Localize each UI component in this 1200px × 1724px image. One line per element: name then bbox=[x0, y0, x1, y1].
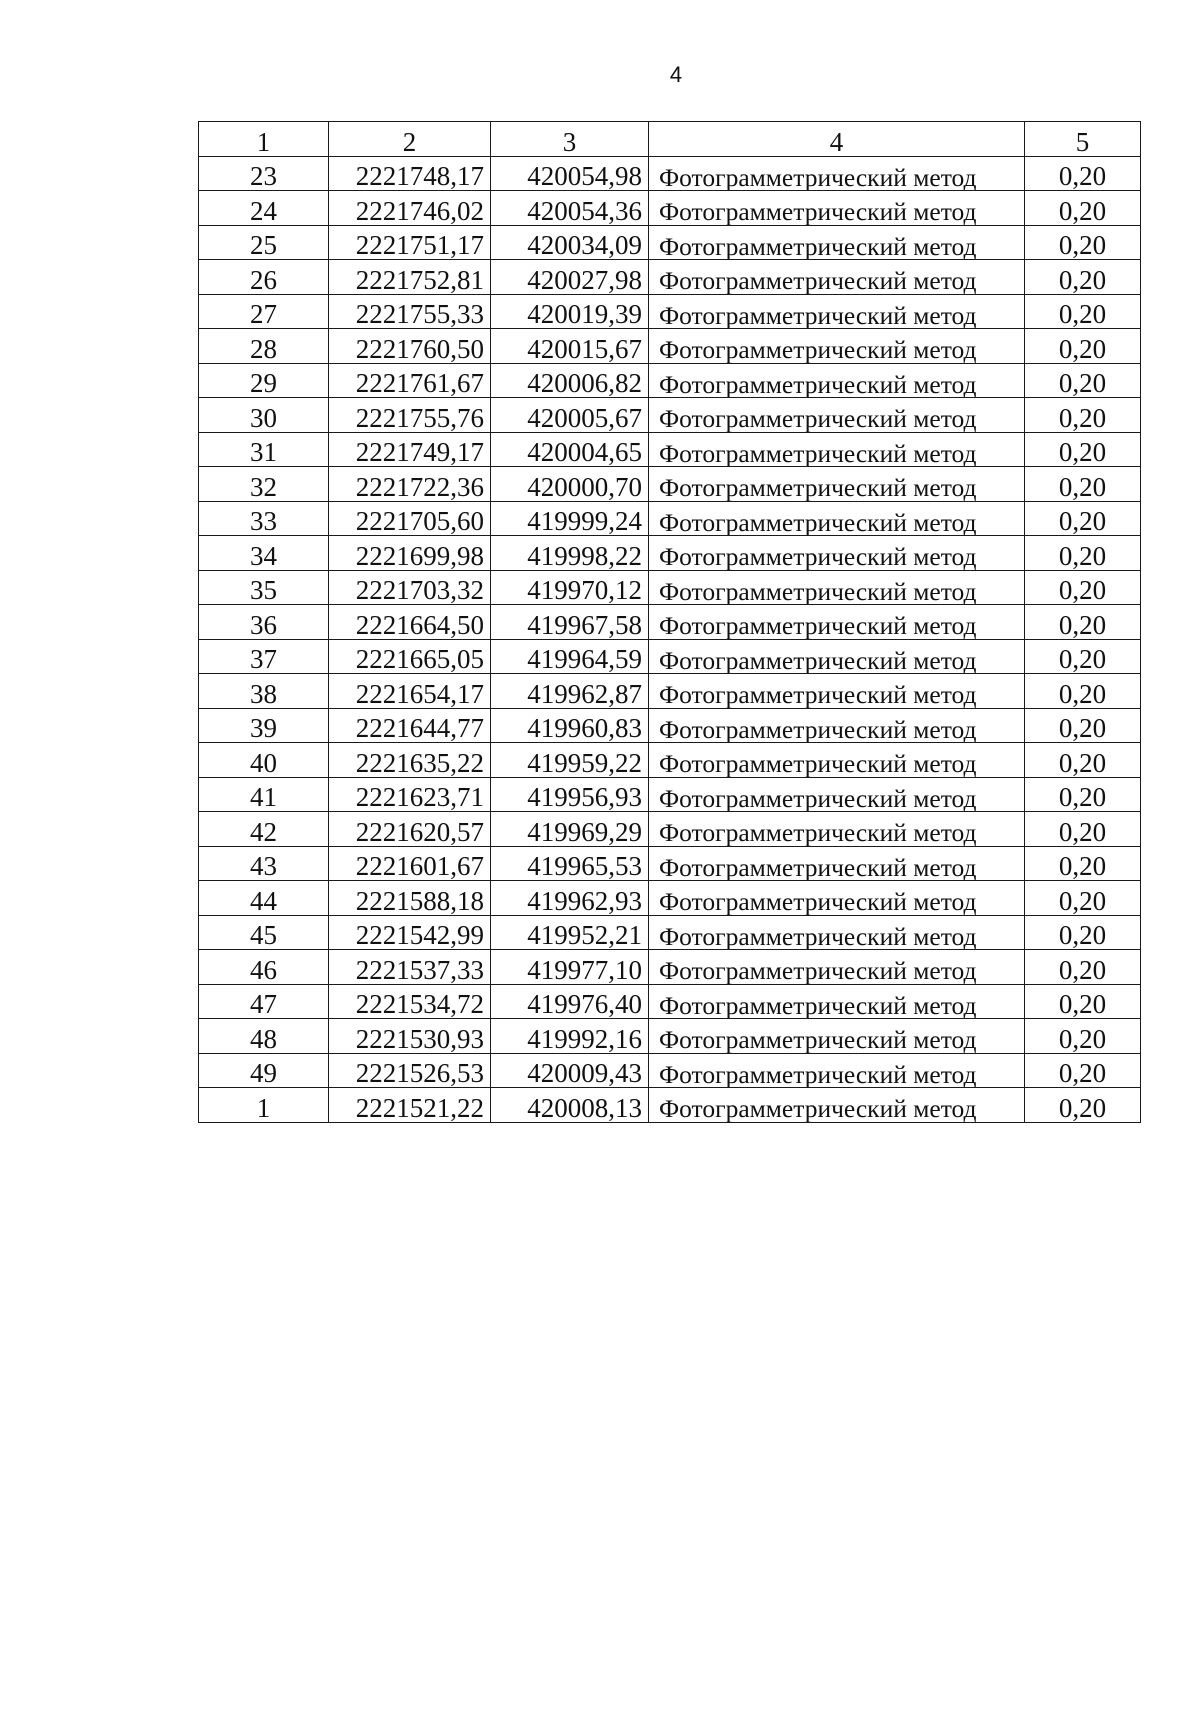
point-number-cell: 41 bbox=[199, 777, 329, 812]
x-coordinate-cell: 2221705,60 bbox=[329, 501, 491, 536]
x-coordinate-cell: 2221665,05 bbox=[329, 639, 491, 674]
method-cell: Фотограмметрический метод bbox=[649, 501, 1025, 536]
x-coordinate-cell: 2221722,36 bbox=[329, 467, 491, 502]
y-coordinate-cell: 419959,22 bbox=[491, 743, 649, 778]
coordinates-table bbox=[198, 121, 1141, 1123]
point-number-cell: 36 bbox=[199, 605, 329, 640]
y-coordinate-cell: 420015,67 bbox=[491, 329, 649, 364]
y-coordinate-cell: 419960,83 bbox=[491, 708, 649, 743]
method-cell: Фотограмметрический метод bbox=[649, 467, 1025, 502]
method-cell: Фотограмметрический метод bbox=[649, 984, 1025, 1019]
method-cell: Фотограмметрический метод bbox=[649, 1088, 1025, 1123]
method-cell: Фотограмметрический метод bbox=[649, 570, 1025, 605]
y-coordinate-cell: 419977,10 bbox=[491, 950, 649, 985]
x-coordinate-cell: 2221654,17 bbox=[329, 674, 491, 709]
method-cell: Фотограмметрический метод bbox=[649, 1053, 1025, 1088]
method-cell: Фотограмметрический метод bbox=[649, 398, 1025, 433]
accuracy-cell: 0,20 bbox=[1025, 225, 1141, 260]
table-row bbox=[199, 398, 1141, 433]
table-row bbox=[199, 812, 1141, 847]
point-number-cell: 40 bbox=[199, 743, 329, 778]
point-number-cell: 24 bbox=[199, 191, 329, 226]
x-coordinate-cell: 2221699,98 bbox=[329, 536, 491, 571]
accuracy-cell: 0,20 bbox=[1025, 536, 1141, 571]
method-cell: Фотограмметрический метод bbox=[649, 1019, 1025, 1054]
method-cell: Фотограмметрический метод bbox=[649, 674, 1025, 709]
y-coordinate-cell: 419952,21 bbox=[491, 915, 649, 950]
accuracy-cell: 0,20 bbox=[1025, 777, 1141, 812]
point-number-cell: 43 bbox=[199, 846, 329, 881]
x-coordinate-cell: 2221588,18 bbox=[329, 881, 491, 916]
table-row bbox=[199, 191, 1141, 226]
accuracy-cell: 0,20 bbox=[1025, 363, 1141, 398]
point-number-cell: 46 bbox=[199, 950, 329, 985]
accuracy-cell: 0,20 bbox=[1025, 1088, 1141, 1123]
x-coordinate-cell: 2221537,33 bbox=[329, 950, 491, 985]
y-coordinate-cell: 420009,43 bbox=[491, 1053, 649, 1088]
accuracy-cell: 0,20 bbox=[1025, 881, 1141, 916]
table-row bbox=[199, 156, 1141, 191]
point-number-cell: 27 bbox=[199, 294, 329, 329]
table-row bbox=[199, 260, 1141, 295]
table-row bbox=[199, 777, 1141, 812]
y-coordinate-cell: 419965,53 bbox=[491, 846, 649, 881]
x-coordinate-cell: 2221644,77 bbox=[329, 708, 491, 743]
y-coordinate-cell: 419969,29 bbox=[491, 812, 649, 847]
y-coordinate-cell: 419962,87 bbox=[491, 674, 649, 709]
page-number: 4 bbox=[669, 62, 683, 87]
y-coordinate-cell: 420000,70 bbox=[491, 467, 649, 502]
y-coordinate-cell: 419998,22 bbox=[491, 536, 649, 571]
y-coordinate-cell: 420034,09 bbox=[491, 225, 649, 260]
column-header: 1 bbox=[199, 122, 329, 157]
point-number-cell: 37 bbox=[199, 639, 329, 674]
method-cell: Фотограмметрический метод bbox=[649, 294, 1025, 329]
y-coordinate-cell: 419956,93 bbox=[491, 777, 649, 812]
method-cell: Фотограмметрический метод bbox=[649, 639, 1025, 674]
column-header: 3 bbox=[491, 122, 649, 157]
method-cell: Фотограмметрический метод bbox=[649, 881, 1025, 916]
accuracy-cell: 0,20 bbox=[1025, 812, 1141, 847]
point-number-cell: 29 bbox=[199, 363, 329, 398]
point-number-cell: 33 bbox=[199, 501, 329, 536]
x-coordinate-cell: 2221752,81 bbox=[329, 260, 491, 295]
point-number-cell: 47 bbox=[199, 984, 329, 1019]
point-number-cell: 45 bbox=[199, 915, 329, 950]
point-number-cell: 28 bbox=[199, 329, 329, 364]
table-row bbox=[199, 432, 1141, 467]
table-row bbox=[199, 225, 1141, 260]
column-header: 4 bbox=[649, 122, 1025, 157]
y-coordinate-cell: 420006,82 bbox=[491, 363, 649, 398]
x-coordinate-cell: 2221755,76 bbox=[329, 398, 491, 433]
accuracy-cell: 0,20 bbox=[1025, 708, 1141, 743]
y-coordinate-cell: 419999,24 bbox=[491, 501, 649, 536]
table-row bbox=[199, 501, 1141, 536]
point-number-cell: 42 bbox=[199, 812, 329, 847]
accuracy-cell: 0,20 bbox=[1025, 467, 1141, 502]
table-row bbox=[199, 915, 1141, 950]
method-cell: Фотограмметрический метод bbox=[649, 915, 1025, 950]
x-coordinate-cell: 2221748,17 bbox=[329, 156, 491, 191]
point-number-cell: 34 bbox=[199, 536, 329, 571]
point-number-cell: 25 bbox=[199, 225, 329, 260]
method-cell: Фотограмметрический метод bbox=[649, 156, 1025, 191]
accuracy-cell: 0,20 bbox=[1025, 1053, 1141, 1088]
table-row bbox=[199, 605, 1141, 640]
accuracy-cell: 0,20 bbox=[1025, 950, 1141, 985]
y-coordinate-cell: 419970,12 bbox=[491, 570, 649, 605]
table-row bbox=[199, 846, 1141, 881]
method-cell: Фотограмметрический метод bbox=[649, 812, 1025, 847]
accuracy-cell: 0,20 bbox=[1025, 605, 1141, 640]
y-coordinate-cell: 419967,58 bbox=[491, 605, 649, 640]
method-cell: Фотограмметрический метод bbox=[649, 846, 1025, 881]
accuracy-cell: 0,20 bbox=[1025, 915, 1141, 950]
column-header: 5 bbox=[1025, 122, 1141, 157]
y-coordinate-cell: 420005,67 bbox=[491, 398, 649, 433]
point-number-cell: 35 bbox=[199, 570, 329, 605]
x-coordinate-cell: 2221746,02 bbox=[329, 191, 491, 226]
y-coordinate-cell: 419964,59 bbox=[491, 639, 649, 674]
y-coordinate-cell: 420004,65 bbox=[491, 432, 649, 467]
x-coordinate-cell: 2221749,17 bbox=[329, 432, 491, 467]
point-number-cell: 38 bbox=[199, 674, 329, 709]
x-coordinate-cell: 2221620,57 bbox=[329, 812, 491, 847]
y-coordinate-cell: 420008,13 bbox=[491, 1088, 649, 1123]
table-row bbox=[199, 329, 1141, 364]
point-number-cell: 1 bbox=[199, 1088, 329, 1123]
point-number-cell: 26 bbox=[199, 260, 329, 295]
point-number-cell: 31 bbox=[199, 432, 329, 467]
method-cell: Фотограмметрический метод bbox=[649, 950, 1025, 985]
accuracy-cell: 0,20 bbox=[1025, 329, 1141, 364]
accuracy-cell: 0,20 bbox=[1025, 570, 1141, 605]
point-number-cell: 39 bbox=[199, 708, 329, 743]
y-coordinate-cell: 420027,98 bbox=[491, 260, 649, 295]
accuracy-cell: 0,20 bbox=[1025, 260, 1141, 295]
x-coordinate-cell: 2221521,22 bbox=[329, 1088, 491, 1123]
table-row bbox=[199, 881, 1141, 916]
x-coordinate-cell: 2221601,67 bbox=[329, 846, 491, 881]
y-coordinate-cell: 420054,98 bbox=[491, 156, 649, 191]
accuracy-cell: 0,20 bbox=[1025, 432, 1141, 467]
table-row bbox=[199, 639, 1141, 674]
method-cell: Фотограмметрический метод bbox=[649, 743, 1025, 778]
point-number-cell: 23 bbox=[199, 156, 329, 191]
accuracy-cell: 0,20 bbox=[1025, 846, 1141, 881]
y-coordinate-cell: 419976,40 bbox=[491, 984, 649, 1019]
x-coordinate-cell: 2221534,72 bbox=[329, 984, 491, 1019]
accuracy-cell: 0,20 bbox=[1025, 674, 1141, 709]
point-number-cell: 30 bbox=[199, 398, 329, 433]
accuracy-cell: 0,20 bbox=[1025, 501, 1141, 536]
x-coordinate-cell: 2221623,71 bbox=[329, 777, 491, 812]
y-coordinate-cell: 420019,39 bbox=[491, 294, 649, 329]
x-coordinate-cell: 2221526,53 bbox=[329, 1053, 491, 1088]
table-row bbox=[199, 536, 1141, 571]
method-cell: Фотограмметрический метод bbox=[649, 777, 1025, 812]
table-row bbox=[199, 1053, 1141, 1088]
accuracy-cell: 0,20 bbox=[1025, 1019, 1141, 1054]
y-coordinate-cell: 419992,16 bbox=[491, 1019, 649, 1054]
table-header-row bbox=[199, 122, 1141, 157]
x-coordinate-cell: 2221542,99 bbox=[329, 915, 491, 950]
table-row bbox=[199, 570, 1141, 605]
table-row bbox=[199, 674, 1141, 709]
accuracy-cell: 0,20 bbox=[1025, 191, 1141, 226]
y-coordinate-cell: 419962,93 bbox=[491, 881, 649, 916]
accuracy-cell: 0,20 bbox=[1025, 398, 1141, 433]
x-coordinate-cell: 2221530,93 bbox=[329, 1019, 491, 1054]
point-number-cell: 48 bbox=[199, 1019, 329, 1054]
table-row bbox=[199, 1088, 1141, 1123]
method-cell: Фотограмметрический метод bbox=[649, 260, 1025, 295]
table-row bbox=[199, 743, 1141, 778]
column-header: 2 bbox=[329, 122, 491, 157]
x-coordinate-cell: 2221703,32 bbox=[329, 570, 491, 605]
x-coordinate-cell: 2221751,17 bbox=[329, 225, 491, 260]
point-number-cell: 32 bbox=[199, 467, 329, 502]
y-coordinate-cell: 420054,36 bbox=[491, 191, 649, 226]
accuracy-cell: 0,20 bbox=[1025, 156, 1141, 191]
x-coordinate-cell: 2221760,50 bbox=[329, 329, 491, 364]
accuracy-cell: 0,20 bbox=[1025, 294, 1141, 329]
method-cell: Фотограмметрический метод bbox=[649, 329, 1025, 364]
table-row bbox=[199, 708, 1141, 743]
table-body bbox=[199, 156, 1141, 1122]
table-row bbox=[199, 467, 1141, 502]
method-cell: Фотограмметрический метод bbox=[649, 191, 1025, 226]
table-row bbox=[199, 950, 1141, 985]
method-cell: Фотограмметрический метод bbox=[649, 536, 1025, 571]
x-coordinate-cell: 2221755,33 bbox=[329, 294, 491, 329]
table-row bbox=[199, 294, 1141, 329]
method-cell: Фотограмметрический метод bbox=[649, 363, 1025, 398]
accuracy-cell: 0,20 bbox=[1025, 639, 1141, 674]
method-cell: Фотограмметрический метод bbox=[649, 225, 1025, 260]
accuracy-cell: 0,20 bbox=[1025, 984, 1141, 1019]
table-row bbox=[199, 984, 1141, 1019]
point-number-cell: 49 bbox=[199, 1053, 329, 1088]
x-coordinate-cell: 2221635,22 bbox=[329, 743, 491, 778]
method-cell: Фотограмметрический метод bbox=[649, 605, 1025, 640]
table-row bbox=[199, 1019, 1141, 1054]
point-number-cell: 44 bbox=[199, 881, 329, 916]
x-coordinate-cell: 2221761,67 bbox=[329, 363, 491, 398]
accuracy-cell: 0,20 bbox=[1025, 743, 1141, 778]
method-cell: Фотограмметрический метод bbox=[649, 708, 1025, 743]
table-row bbox=[199, 363, 1141, 398]
x-coordinate-cell: 2221664,50 bbox=[329, 605, 491, 640]
method-cell: Фотограмметрический метод bbox=[649, 432, 1025, 467]
